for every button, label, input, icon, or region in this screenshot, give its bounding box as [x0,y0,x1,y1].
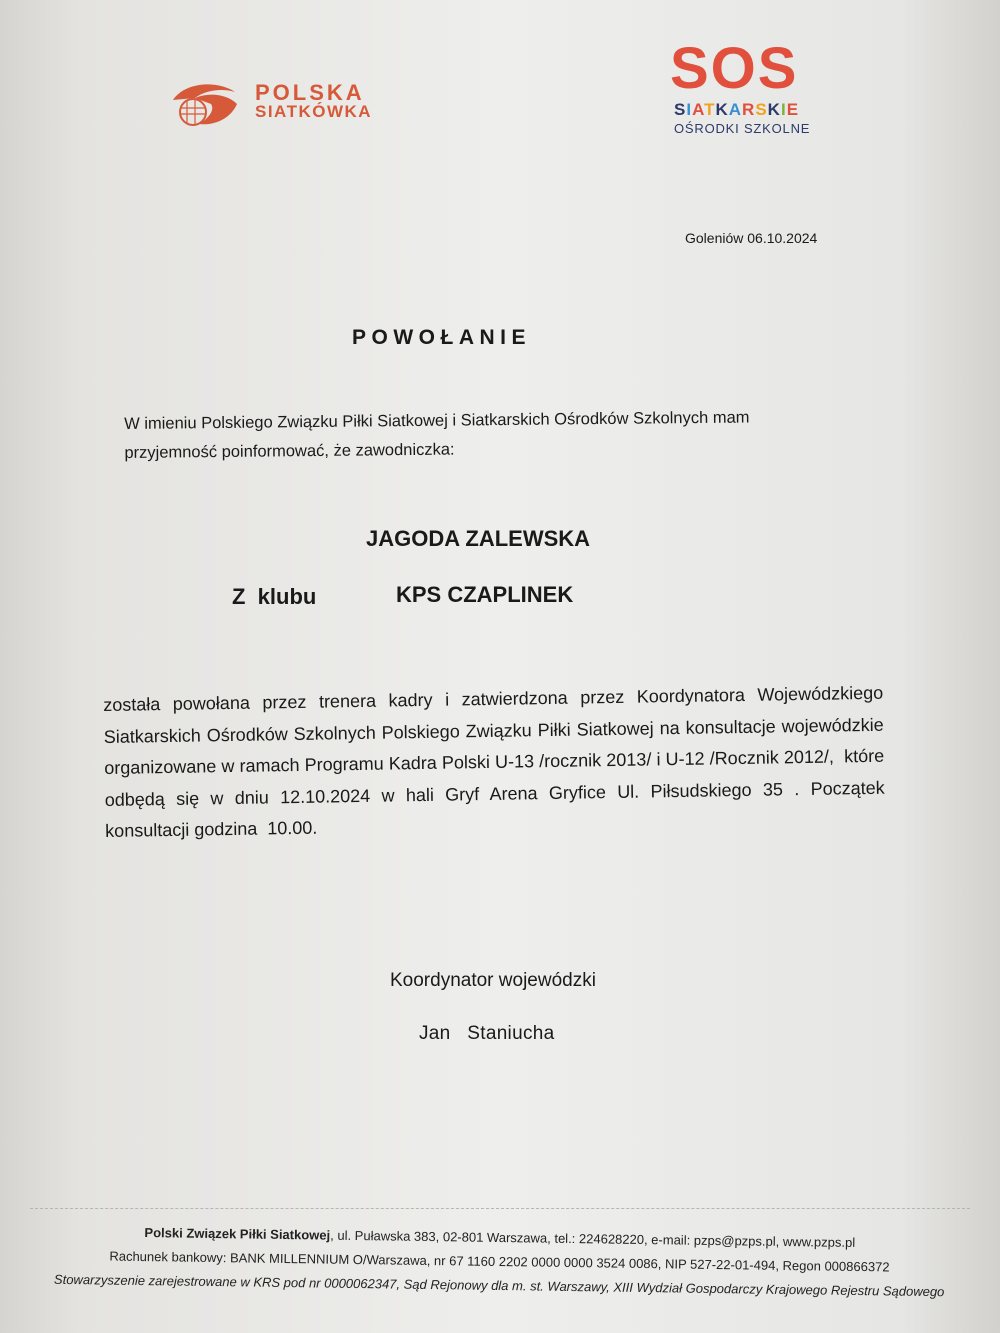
footer-divider [30,1208,970,1209]
footer-org-name: Polski Związek Piłki Siatkowej [144,1225,331,1243]
club-name: KPS CZAPLINEK [396,582,574,607]
eagle-ball-icon [165,78,245,130]
document-title: POWOŁANIE [352,326,531,349]
logo-text-siatkowka: SIATKÓWKA [255,102,373,121]
sos-mark: SOS [670,36,799,101]
logo-text-polska: POLSKA [255,80,365,105]
player-name: JAGODA ZALEWSKA [366,526,591,551]
polska-siatkowka-logo [165,78,405,130]
sos-logo [668,36,828,140]
intro-line-1: W imieniu Polskiego Związku Piłki Siatkowej i Siatkarskich Ośrodków Szkolnych mam [124,408,750,433]
intro-line-2: przyjemność poinformować, że zawodniczka: [124,440,455,462]
document-date: Goleniów 06.10.2024 [685,230,818,246]
footer-address: , ul. Puławska 383, 02-801 Warszawa, tel.: 224628220, e-mail: pzps@pzps.pl, www.pzps.pl [330,1227,856,1250]
signature-role: Koordynator wojewódzki [390,970,596,991]
sos-text-osrodki: OŚRODKI SZKOLNE [674,121,811,136]
footer [19,1219,980,1304]
intro-paragraph [124,402,865,468]
body-paragraph: została powołana przez trenera kadry i zatwierdzona przez Koordynatora Wojewódzkiego Siatkarskich Ośrodków Szkolnych Polskiego Związku Piłki Siatkowej na konsultacje wojewódzkie organizowane w ramach Programu Kadra Polski U-13 /rocznik 2013/ i U-12 /Rocznik 2012/, które odbędą się w dniu 12.10.2024 w hali Gryf Arena Gryfice Ul. Piłsudskiego 35 . Początek konsultacji godzina 10.00. [103,682,890,841]
sos-text-siatkarskie [674,100,799,120]
signature-name: Jan Staniucha [419,1023,555,1044]
club-label: Z klubu [232,584,317,609]
sos-multicolor-text: SIATKARSKIE [674,100,800,119]
footer-line-3: Stowarzyszenie zarejestrowane w KRS pod nr 0000062347, Sąd Rejonowy dla m. st. Warszawy, XIII Wydział Gospodarczy Krajowego Rejestru Sądowego [53,1271,945,1300]
footer-line-2: Rachunek bankowy: BANK MILLENNIUM O/Warszawa, nr 67 1160 2202 0000 0000 3524 0086, NIP 527-22-01-494, Regon 000866372 [109,1248,890,1275]
